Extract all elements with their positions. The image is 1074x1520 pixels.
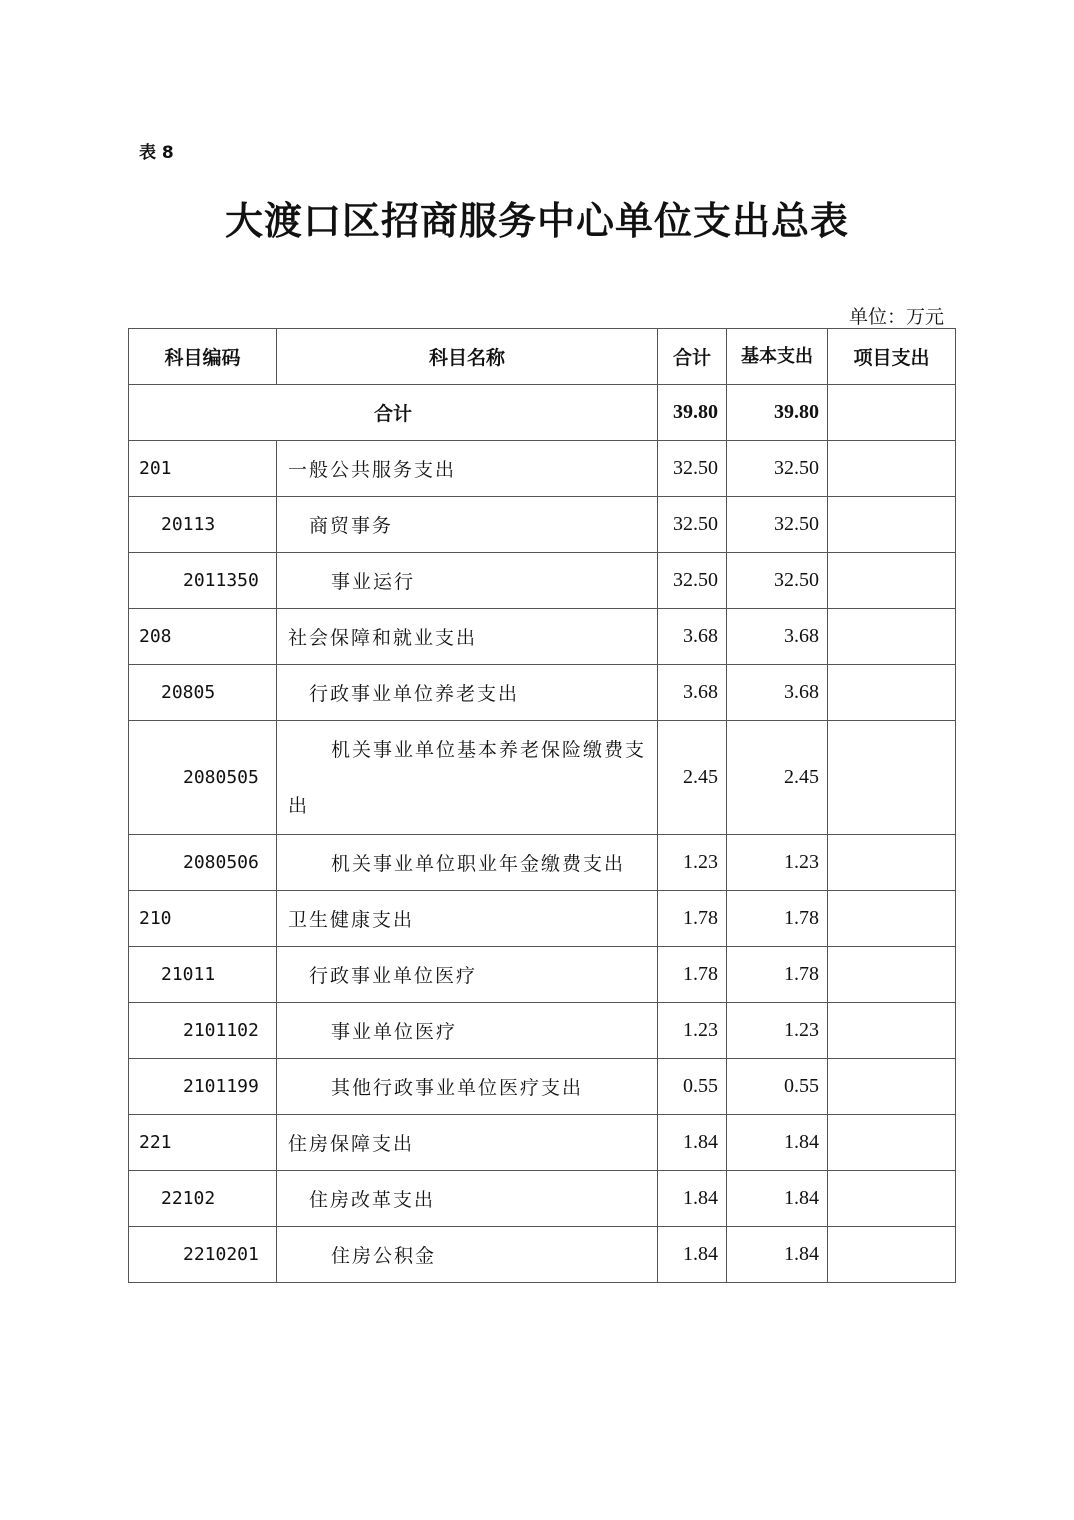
row-basic: 1.78 <box>727 891 828 947</box>
row-total: 32.50 <box>658 553 727 609</box>
table-row <box>129 1003 956 1059</box>
row-project <box>828 947 956 1003</box>
row-code: 2101102 <box>129 1003 277 1059</box>
row-code: 201 <box>129 441 277 497</box>
row-code: 22102 <box>129 1171 277 1227</box>
row-name: 住房保障支出 <box>277 1115 658 1171</box>
row-code: 2101199 <box>129 1059 277 1115</box>
table-row <box>129 891 956 947</box>
row-project <box>828 1059 956 1115</box>
row-name: 一般公共服务支出 <box>277 441 658 497</box>
unit-label: 单位：万元 <box>848 306 944 328</box>
row-project <box>828 665 956 721</box>
row-basic: 32.50 <box>727 497 828 553</box>
row-total: 0.55 <box>658 1059 727 1115</box>
row-code: 221 <box>129 1115 277 1171</box>
header-row <box>129 329 956 385</box>
row-basic: 0.55 <box>727 1059 828 1115</box>
table-row <box>129 947 956 1003</box>
row-name: 住房改革支出 <box>277 1171 658 1227</box>
row-code: 2080506 <box>129 835 277 891</box>
row-project <box>828 721 956 835</box>
row-code: 2011350 <box>129 553 277 609</box>
row-basic: 1.78 <box>727 947 828 1003</box>
row-total: 2.45 <box>658 721 727 835</box>
row-total: 1.84 <box>658 1115 727 1171</box>
row-total: 1.23 <box>658 1003 727 1059</box>
row-name: 机关事业单位基本养老保险缴费支出 <box>277 721 658 835</box>
row-basic: 32.50 <box>727 441 828 497</box>
table-row <box>129 1227 956 1283</box>
row-name: 机关事业单位职业年金缴费支出 <box>277 835 658 891</box>
row-name: 卫生健康支出 <box>277 891 658 947</box>
row-code: 208 <box>129 609 277 665</box>
row-total: 3.68 <box>658 665 727 721</box>
header-total: 合计 <box>658 329 727 385</box>
total-basic: 39.80 <box>727 385 828 441</box>
total-label: 合计 <box>129 385 658 441</box>
row-total: 1.78 <box>658 891 727 947</box>
row-basic: 3.68 <box>727 665 828 721</box>
header-code: 科目编码 <box>129 329 277 385</box>
header-name: 科目名称 <box>277 329 658 385</box>
row-project <box>828 1227 956 1283</box>
row-name: 事业单位医疗 <box>277 1003 658 1059</box>
table-number: 表 8 <box>139 143 174 163</box>
row-project <box>828 891 956 947</box>
row-code: 20805 <box>129 665 277 721</box>
row-total: 1.84 <box>658 1171 727 1227</box>
row-code: 2210201 <box>129 1227 277 1283</box>
row-project <box>828 553 956 609</box>
table-row <box>129 609 956 665</box>
row-total: 3.68 <box>658 609 727 665</box>
expenditure-table <box>128 328 956 1283</box>
table-row <box>129 1059 956 1115</box>
header-basic: 基本支出 <box>727 329 828 385</box>
row-basic: 1.84 <box>727 1171 828 1227</box>
row-project <box>828 1115 956 1171</box>
table-row <box>129 497 956 553</box>
row-name: 商贸事务 <box>277 497 658 553</box>
row-code: 20113 <box>129 497 277 553</box>
row-project <box>828 1171 956 1227</box>
table-row <box>129 553 956 609</box>
header-project: 项目支出 <box>828 329 956 385</box>
row-name: 行政事业单位养老支出 <box>277 665 658 721</box>
row-basic: 2.45 <box>727 721 828 835</box>
row-name: 住房公积金 <box>277 1227 658 1283</box>
row-name: 社会保障和就业支出 <box>277 609 658 665</box>
table-row <box>129 441 956 497</box>
total-total: 39.80 <box>658 385 727 441</box>
table-row <box>129 665 956 721</box>
row-basic: 1.23 <box>727 835 828 891</box>
table-row <box>129 1171 956 1227</box>
table-row <box>129 1115 956 1171</box>
row-total: 1.78 <box>658 947 727 1003</box>
row-project <box>828 441 956 497</box>
row-basic: 1.23 <box>727 1003 828 1059</box>
row-basic: 3.68 <box>727 609 828 665</box>
row-code: 2080505 <box>129 721 277 835</box>
total-row <box>129 385 956 441</box>
row-basic: 1.84 <box>727 1227 828 1283</box>
row-project <box>828 497 956 553</box>
row-code: 210 <box>129 891 277 947</box>
row-total: 32.50 <box>658 497 727 553</box>
row-total: 32.50 <box>658 441 727 497</box>
row-name: 其他行政事业单位医疗支出 <box>277 1059 658 1115</box>
row-project <box>828 835 956 891</box>
table-row <box>129 835 956 891</box>
row-total: 1.84 <box>658 1227 727 1283</box>
total-project <box>828 385 956 441</box>
row-name: 事业运行 <box>277 553 658 609</box>
table-row <box>129 721 956 835</box>
row-name: 行政事业单位医疗 <box>277 947 658 1003</box>
row-code: 21011 <box>129 947 277 1003</box>
row-basic: 32.50 <box>727 553 828 609</box>
row-total: 1.23 <box>658 835 727 891</box>
row-project <box>828 609 956 665</box>
row-basic: 1.84 <box>727 1115 828 1171</box>
row-project <box>828 1003 956 1059</box>
page-title: 大渡口区招商服务中心单位支出总表 <box>224 199 849 243</box>
